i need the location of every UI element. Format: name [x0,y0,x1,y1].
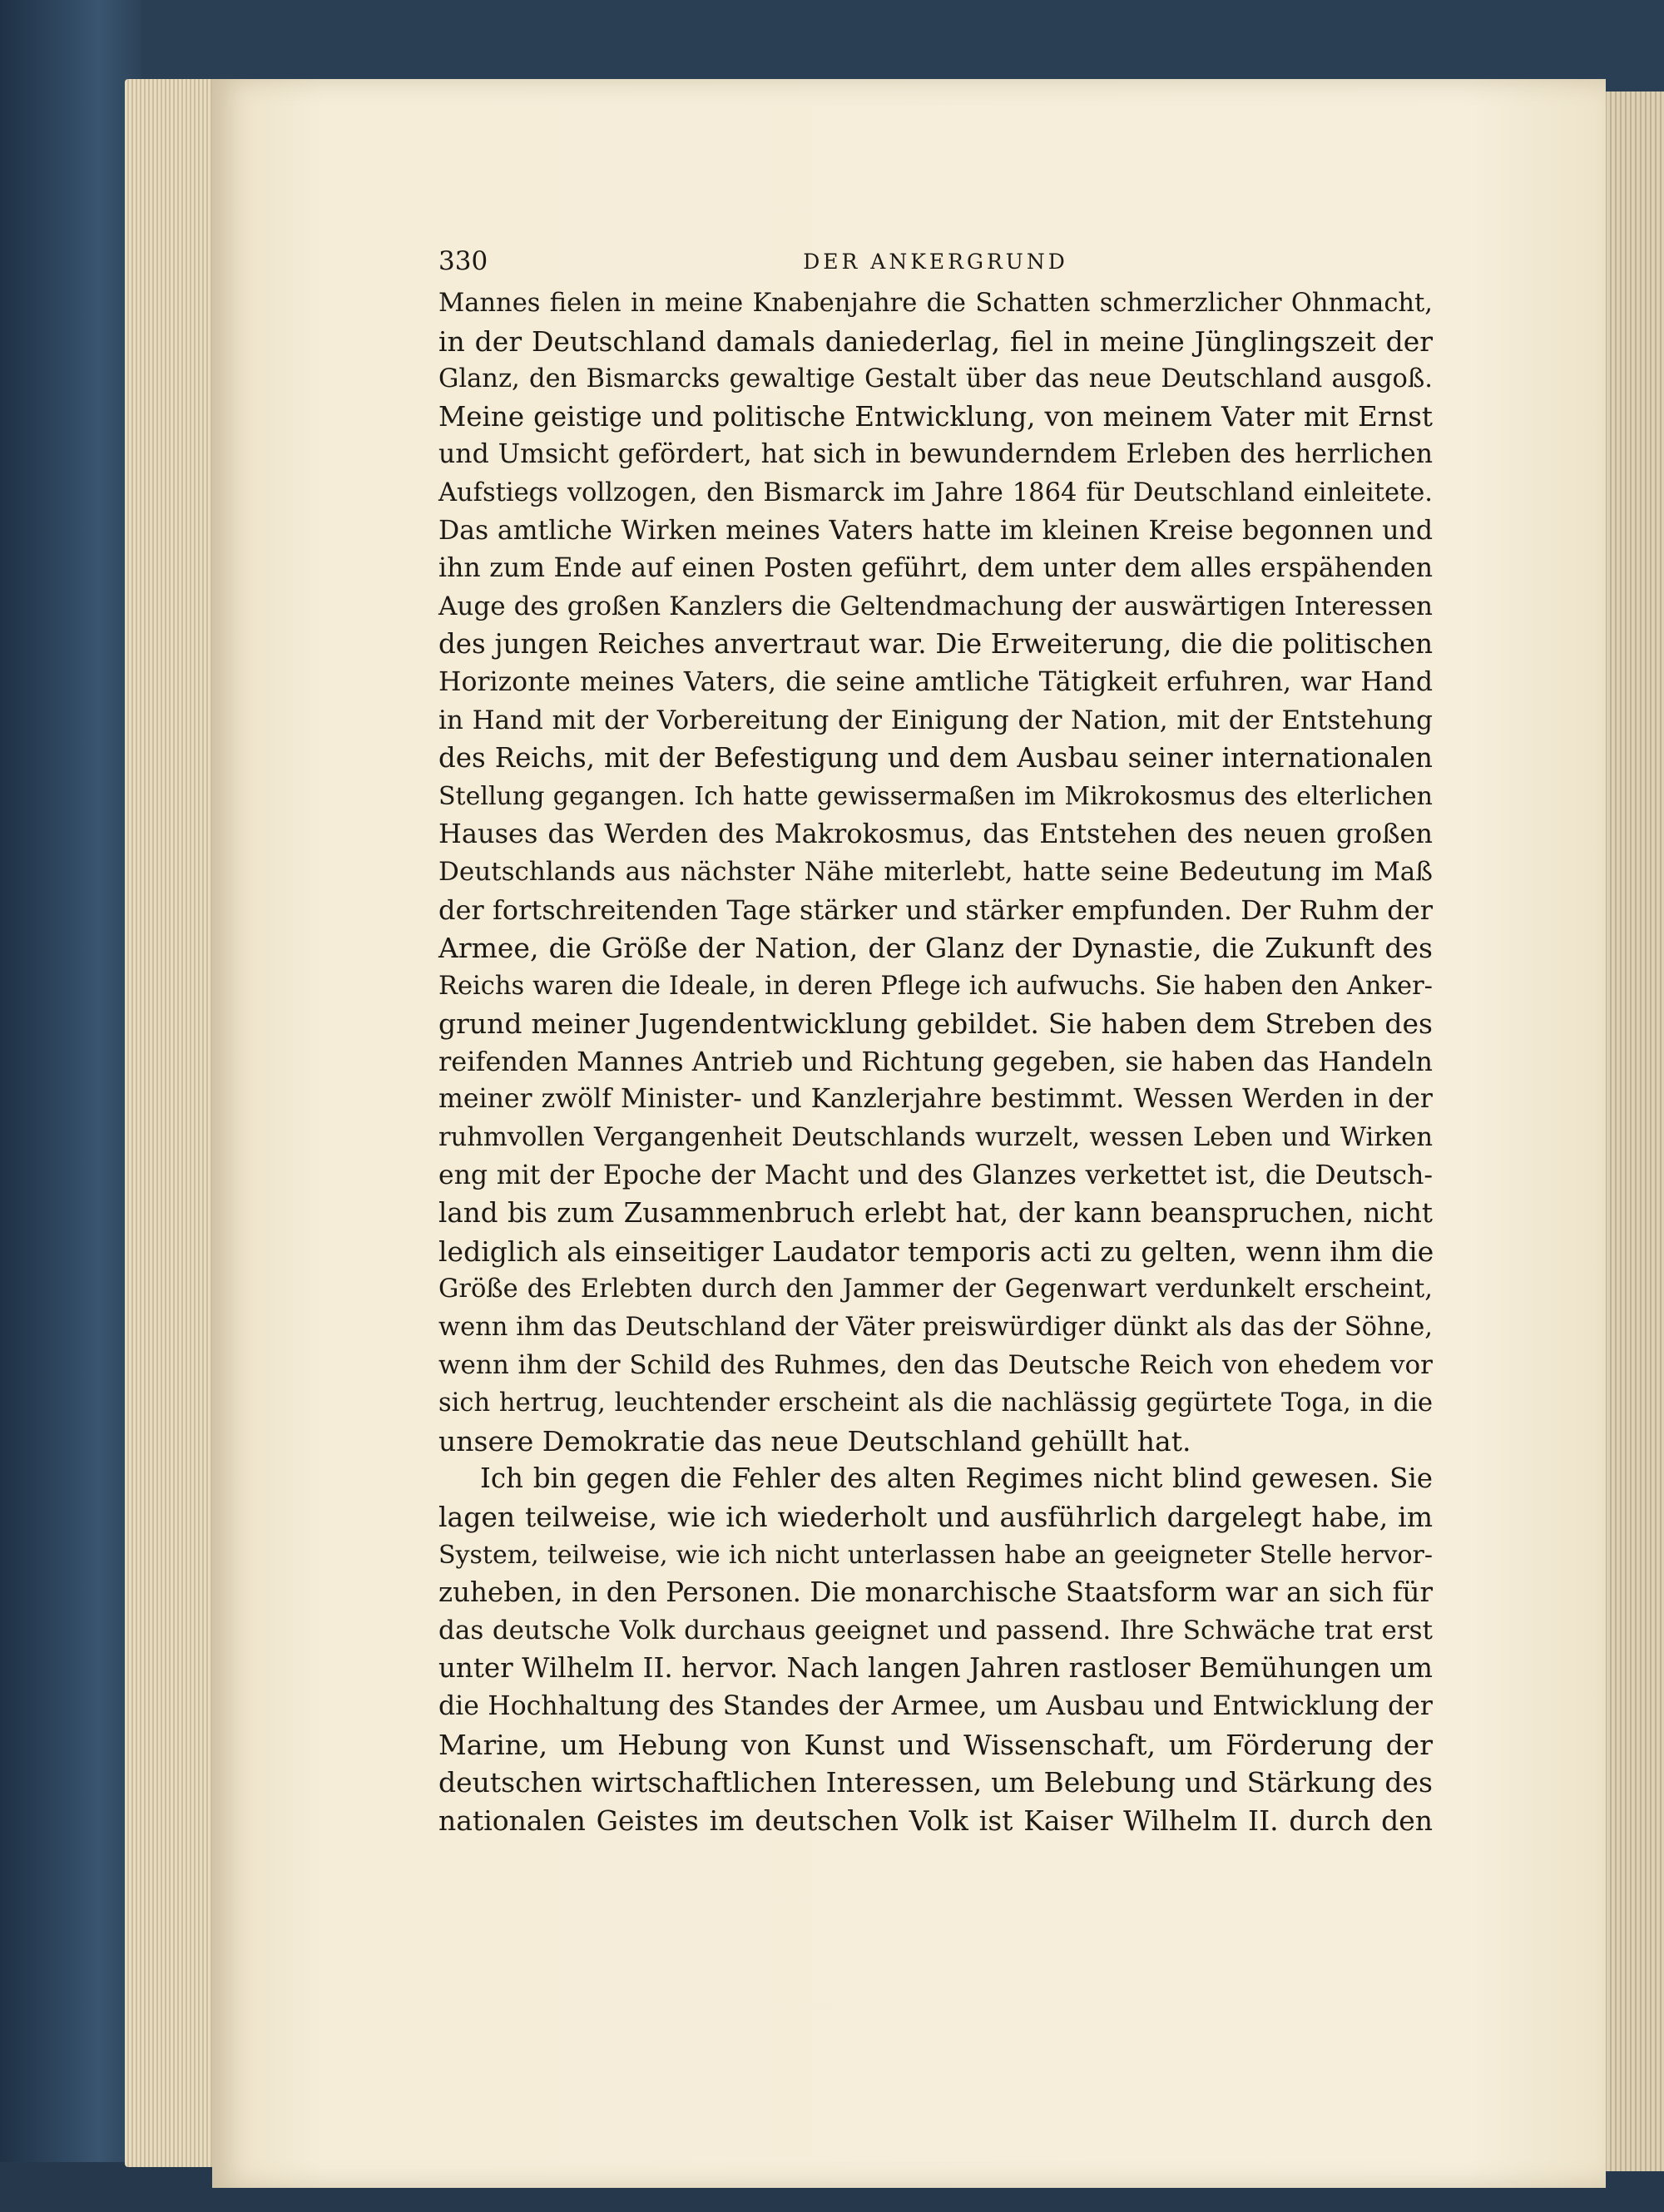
text-line: eng mit der Epoche der Macht und des Glanzes verkettet ist, die Deutsch- [438,1160,1433,1190]
text-line: das deutsche Volk durchaus geeignet und passend. Ihre Schwäche trat erst [438,1615,1433,1645]
text-line: Hauses das Werden des Makrokosmus, das Entstehen des neuen großen [438,818,1433,850]
text-line: Horizonte meines Vaters, die seine amtliche Tätigkeit erfuhren, war Hand [438,666,1433,697]
text-line: Armee, die Größe der Nation, der Glanz der Dynastie, die Zukunft des [438,932,1433,965]
page-edges-right [1602,92,1664,2171]
text-line: unter Wilhelm II. hervor. Nach langen Jahren rastloser Bemühungen um [438,1652,1433,1685]
text-line: sich hertrug, leuchtender erscheint als die nachlässig gegürtete Toga, in die [438,1388,1433,1418]
text-line: Mannes fielen in meine Knabenjahre die Schatten schmerzlicher Ohnmacht, [438,289,1433,318]
text-line: Größe des Erlebten durch den Jammer der Gegenwart verdunkelt erscheint, [438,1274,1433,1304]
text-line: lediglich als einseitiger Laudator temporis acti zu gelten, wenn ihm die [438,1235,1434,1268]
text-line: des Reichs, mit der Befestigung und dem Ausbau seiner internationalen [438,742,1433,774]
text-line: der fortschreitenden Tage stärker und stärker empfunden. Der Ruhm der [438,893,1433,926]
text-line: zuheben, in den Personen. Die monarchische Staatsform war an sich für [438,1576,1433,1609]
body-text [438,285,1433,1839]
page-header [438,246,1433,280]
text-line: ruhmvollen Vergangenheit Deutschlands wurzelt, wessen Leben und Wirken [438,1123,1433,1153]
text-line: Stellung gegangen. Ich hatte gewissermaßen im Mikrokosmus des elterlichen [438,781,1433,811]
text-line: Aufstiegs vollzogen, den Bismarck im Jahre 1864 für Deutschland einleitete. [438,478,1433,507]
text-line: System, teilweise, wie ich nicht unterlassen habe an geeigneter Stelle hervor- [438,1540,1433,1570]
text-line: lagen teilweise, wie ich wiederholt und ausführlich dargelegt habe, im [438,1501,1433,1533]
text-line: in der Deutschland damals daniederlag, fiel in meine Jünglingszeit der [438,324,1433,358]
text-line: Marine, um Hebung von Kunst und Wissenschaft, um Förderung der [438,1728,1433,1761]
text-line: wenn ihm das Deutschland der Väter preiswürdiger dünkt als das der Söhne, [438,1313,1433,1343]
text-line: in Hand mit der Vorbereitung der Einigung der Nation, mit der Entstehung [438,705,1433,735]
text-line: ihn zum Ende auf einen Posten geführt, dem unter dem alles erspähenden [438,553,1433,584]
text-line: Reichs waren die Ideale, in deren Pflege ich aufwuchs. Sie haben den Anker- [438,971,1433,1001]
text-line: reifenden Mannes Antrieb und Richtung gegeben, sie haben das Handeln [438,1045,1433,1077]
text-line: deutschen wirtschaftlichen Interessen, um Belebung und Stärkung des [438,1766,1433,1799]
text-line: land bis zum Zusammenbruch erlebt hat, der kann beanspruchen, nicht [438,1197,1433,1230]
text-line: grund meiner Jugendentwicklung gebildet. Sie haben dem Streben des [438,1007,1433,1041]
text-line: Glanz, den Bismarcks gewaltige Gestalt über das neue Deutschland ausgoß. [438,364,1433,394]
text-line: Auge des großen Kanzlers die Geltendmachung der auswärtigen Interessen [438,591,1433,621]
text-line: Das amtliche Wirken meines Vaters hatte im kleinen Kreise begonnen und [438,515,1433,546]
text-line: nationalen Geistes im deutschen Volk ist Kaiser Wilhelm II. durch den [438,1804,1433,1837]
text-line: wenn ihm der Schild des Ruhmes, den das Deutsche Reich von ehedem vor [438,1349,1433,1380]
page-number: 330 [438,246,488,276]
text-line: Deutschlands aus nächster Nähe miterlebt, hatte seine Bedeutung im Maß [438,856,1433,887]
text-line: meiner zwölf Minister- und Kanzlerjahre bestimmt. Wessen Werden in der [438,1084,1433,1115]
book-cover-left [0,0,141,2212]
text-line: des jungen Reiches anvertraut war. Die Erweiterung, die die politischen [438,628,1433,661]
text-line: Meine geistige und politische Entwicklung, von meinem Vater mit Ernst [438,400,1433,433]
running-title: DER ANKERGRUND [803,250,1068,274]
text-line: die Hochhaltung des Standes der Armee, um Ausbau und Entwicklung der [438,1690,1433,1721]
text-line: und Umsicht gefördert, hat sich in bewunderndem Erleben des herrlichen [438,439,1433,470]
text-line: unsere Demokratie das neue Deutschland gehüllt hat. [438,1424,1191,1457]
page-edges-left [125,79,225,2167]
text-line: Ich bin gegen die Fehler des alten Regimes nicht blind gewesen. Sie [480,1462,1433,1495]
